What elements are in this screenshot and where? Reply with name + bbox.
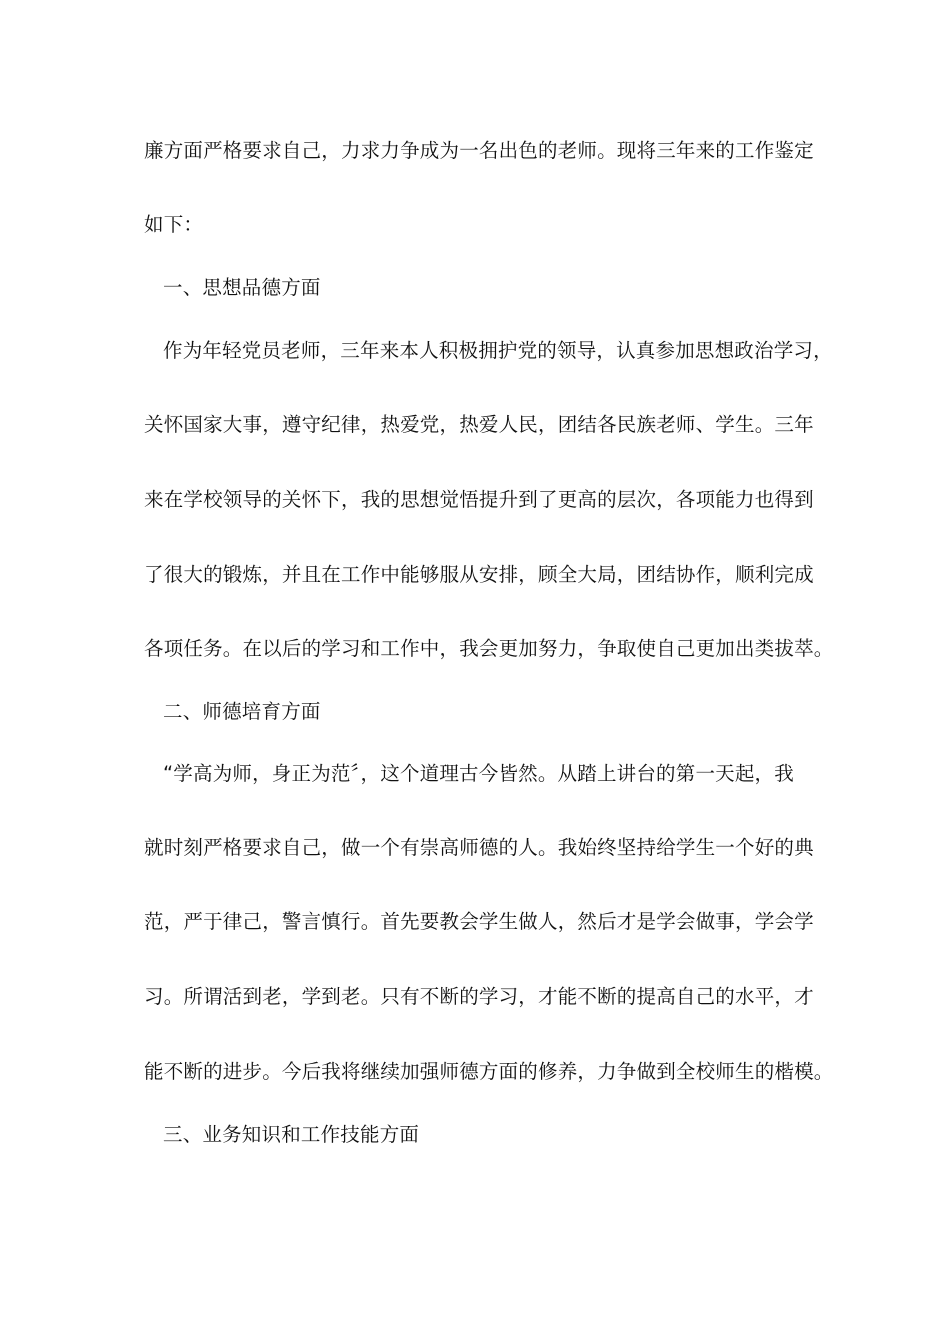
paragraph-line-1: 廉方面严格要求自己，力求力争成为一名出色的老师。现将三年来的工作鉴定 <box>144 139 814 162</box>
paragraph-line-3: 作为年轻党员老师，三年来本人积极拥护党的领导，认真参加思想政治学习， <box>163 339 833 362</box>
paragraph-line-8: “学高为师，身正为范〞，这个道理古今皆然。从踏上讲台的第一天起，我 <box>163 762 794 785</box>
paragraph-line-2: 如下： <box>144 213 204 236</box>
section-heading-1: 一、思想品德方面 <box>163 276 321 299</box>
paragraph-line-4: 关怀国家大事，遵守纪律，热爱党，热爱人民，团结各民族老师、学生。三年 <box>144 413 814 436</box>
section-heading-3: 三、业务知识和工作技能方面 <box>163 1123 420 1146</box>
paragraph-line-7: 各项任务。在以后的学习和工作中，我会更加努力，争取使自己更加出类拔萃。 <box>144 637 834 660</box>
paragraph-line-6: 了很大的锻炼，并且在工作中能够服从安排，顾全大局，团结协作，顺利完成 <box>144 563 814 586</box>
paragraph-line-9: 就时刻严格要求自己，做一个有崇高师德的人。我始终坚持给学生一个好的典 <box>144 836 814 859</box>
paragraph-line-5: 来在学校领导的关怀下，我的思想觉悟提升到了更高的层次，各项能力也得到 <box>144 488 814 511</box>
paragraph-line-10: 范，严于律己，警言慎行。首先要教会学生做人，然后才是学会做事，学会学 <box>144 910 814 933</box>
section-heading-2: 二、师德培育方面 <box>163 700 321 723</box>
paragraph-line-11: 习。所谓活到老，学到老。只有不断的学习，才能不断的提高自己的水平，才 <box>144 985 814 1008</box>
paragraph-line-12: 能不断的进步。今后我将继续加强师德方面的修养，力争做到全校师生的楷模。 <box>144 1060 834 1083</box>
